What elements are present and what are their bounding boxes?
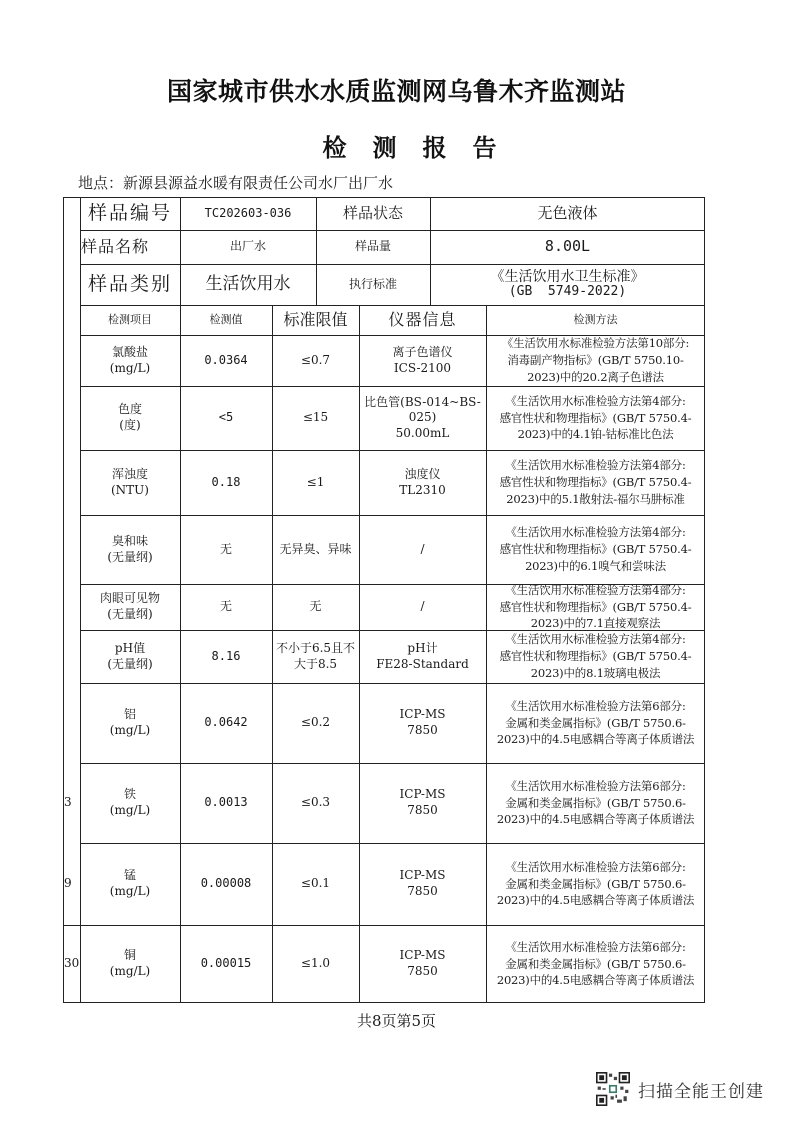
test-method: 《生活饮用水标准检验方法第4部分: 感官性状和物理指标》(GB/T 5750.4- 2023)中的8.1玻璃电极法 (499, 632, 692, 680)
item-name: 肉眼可见物 (无量纲) (99, 591, 160, 621)
instrument-info: 比色管(BS-014~BS- 025) 50.00mL (364, 394, 481, 440)
qr-code-icon (596, 1072, 630, 1106)
instrument-info: ICP-MS 7850 (399, 948, 446, 978)
standard-name: 《生活饮用水卫生标准》 (490, 268, 645, 285)
item-name: pH值 (无量纲) (107, 640, 153, 671)
limit-value: ≤0.1 (300, 876, 331, 891)
limit-value: 不小于6.5且不 大于8.5 (275, 640, 356, 671)
instrument-info: pH计 FE28-Standard (376, 640, 469, 671)
sequence-number: 30 (64, 956, 80, 970)
sample-name-label: 样品名称 (81, 236, 150, 256)
item-name: 浑浊度 (NTU) (111, 466, 149, 497)
standard-code: (GB 5749-2022) (508, 284, 627, 300)
measured-value: <5 (218, 410, 234, 425)
sample-name-value: 出厂水 (229, 239, 266, 254)
instrument-info: ICP-MS 7850 (399, 707, 446, 737)
item-name: 铜 (mg/L) (109, 948, 151, 978)
sample-state-label: 样品状态 (342, 203, 403, 222)
location-label: 地点： (78, 174, 124, 192)
item-name: 色度 (度) (117, 402, 142, 432)
page-number: 共8页第5页 (356, 1012, 437, 1030)
limit-value: ≤1 (306, 474, 325, 489)
instrument-info: / (420, 541, 425, 556)
measured-value: 0.00008 (200, 876, 252, 891)
measured-value: 0.0364 (204, 352, 248, 367)
test-method: 《生活饮用水标准检验方法第6部分: 金属和类金属指标》(GB/T 5750.6- 2023)中的4.5电感耦合等离子体质谱法 (496, 778, 695, 827)
item-name: 锰 (mg/L) (109, 868, 151, 898)
measured-value: 0.0013 (204, 795, 248, 810)
item-name: 氯酸盐 (mg/L) (109, 344, 151, 375)
limit-value: 无异臭、异味 (279, 541, 352, 556)
measured-value: 8.16 (211, 648, 241, 663)
sample-state-value: 无色液体 (537, 203, 598, 222)
measured-value: 0.00015 (200, 956, 252, 971)
test-method: 《生活饮用水标准检验方法第4部分: 感官性状和物理指标》(GB/T 5750.4- 2023)中的7.1直接观察法 (499, 583, 692, 631)
item-name: 臭和味 (无量纲) (107, 533, 153, 564)
limit-value: ≤0.3 (300, 795, 331, 810)
item-name: 铝 (mg/L) (109, 707, 151, 737)
col-header-limit: 标准限值 (283, 309, 348, 329)
location-line (78, 172, 393, 193)
limit-value: ≤0.2 (300, 715, 331, 730)
instrument-info: 浊度仪 TL2310 (399, 466, 446, 497)
sample-no-label: 样品编号 (87, 202, 172, 225)
instrument-info: / (420, 599, 425, 614)
col-header-value: 检测值 (209, 312, 243, 326)
scanner-app-label: 扫描全能王创建 (638, 1081, 764, 1102)
measured-value: 无 (219, 541, 232, 556)
test-method: 《生活饮用水标准检验方法第6部分: 金属和类金属指标》(GB/T 5750.6- 2023)中的4.5电感耦合等离子体质谱法 (496, 859, 695, 908)
standard-label: 执行标准 (348, 276, 397, 291)
measured-value: 无 (219, 599, 232, 614)
seq-divider (63, 925, 80, 926)
scanner-watermark (596, 1072, 764, 1106)
location-value: 新源县源益水暖有限责任公司水厂出厂水 (123, 174, 394, 192)
organization-title: 国家城市供水水质监测网乌鲁木齐监测站 (166, 77, 626, 106)
test-method: 《生活饮用水标准检验方法第4部分: 感官性状和物理指标》(GB/T 5750.4- 2023)中的4.1铂-钴标准比色法 (499, 393, 692, 442)
instrument-info: ICP-MS 7850 (399, 868, 446, 898)
measured-value: 0.0642 (204, 715, 248, 730)
instrument-info: ICP-MS 7850 (399, 787, 446, 817)
limit-value: ≤1.0 (300, 956, 331, 971)
sample-qty-label: 样品量 (354, 239, 391, 254)
sample-type-value: 生活饮用水 (205, 274, 291, 295)
standard-value (430, 264, 705, 305)
test-method: 《生活饮用水标准检验方法第6部分: 金属和类金属指标》(GB/T 5750.6- 2023)中的4.5电感耦合等离子体质谱法 (496, 698, 695, 747)
limit-value: ≤0.7 (300, 352, 331, 367)
test-method: 《生活饮用水标准检验方法第4部分: 感官性状和物理指标》(GB/T 5750.4- 2023)中的5.1散射法-福尔马肼标准 (499, 458, 692, 506)
limit-value: ≤15 (302, 410, 329, 425)
test-method: 《生活饮用水标准检验方法第6部分: 金属和类金属指标》(GB/T 5750.6- 2023)中的4.5电感耦合等离子体质谱法 (496, 939, 695, 988)
col-header-item: 检测项目 (108, 312, 152, 326)
col-header-method: 检测方法 (573, 312, 618, 326)
sequence-number: 9 (64, 876, 72, 890)
measured-value: 0.18 (211, 474, 241, 489)
col-header-instrument: 仪器信息 (388, 309, 457, 329)
test-method: 《生活饮用水标准检验方法第4部分: 感官性状和物理指标》(GB/T 5750.4- 2023)中的6.1嗅气和尝味法 (499, 525, 692, 573)
item-name: 铁 (mg/L) (109, 787, 151, 817)
sample-qty-value: 8.00L (544, 237, 591, 256)
sample-type-label: 样品类别 (87, 273, 172, 296)
test-method: 《生活饮用水标准检验方法第10部分: 消毒副产物指标》(GB/T 5750.10- 2023)中的20.2离子色谱法 (501, 336, 690, 384)
limit-value: 无 (309, 599, 322, 614)
sequence-number: 3 (64, 795, 72, 809)
sample-no-value: TC202603-036 (204, 205, 292, 220)
report-title: 检测报告 (322, 134, 523, 162)
instrument-info: 离子色谱仪 ICS-2100 (392, 344, 453, 375)
